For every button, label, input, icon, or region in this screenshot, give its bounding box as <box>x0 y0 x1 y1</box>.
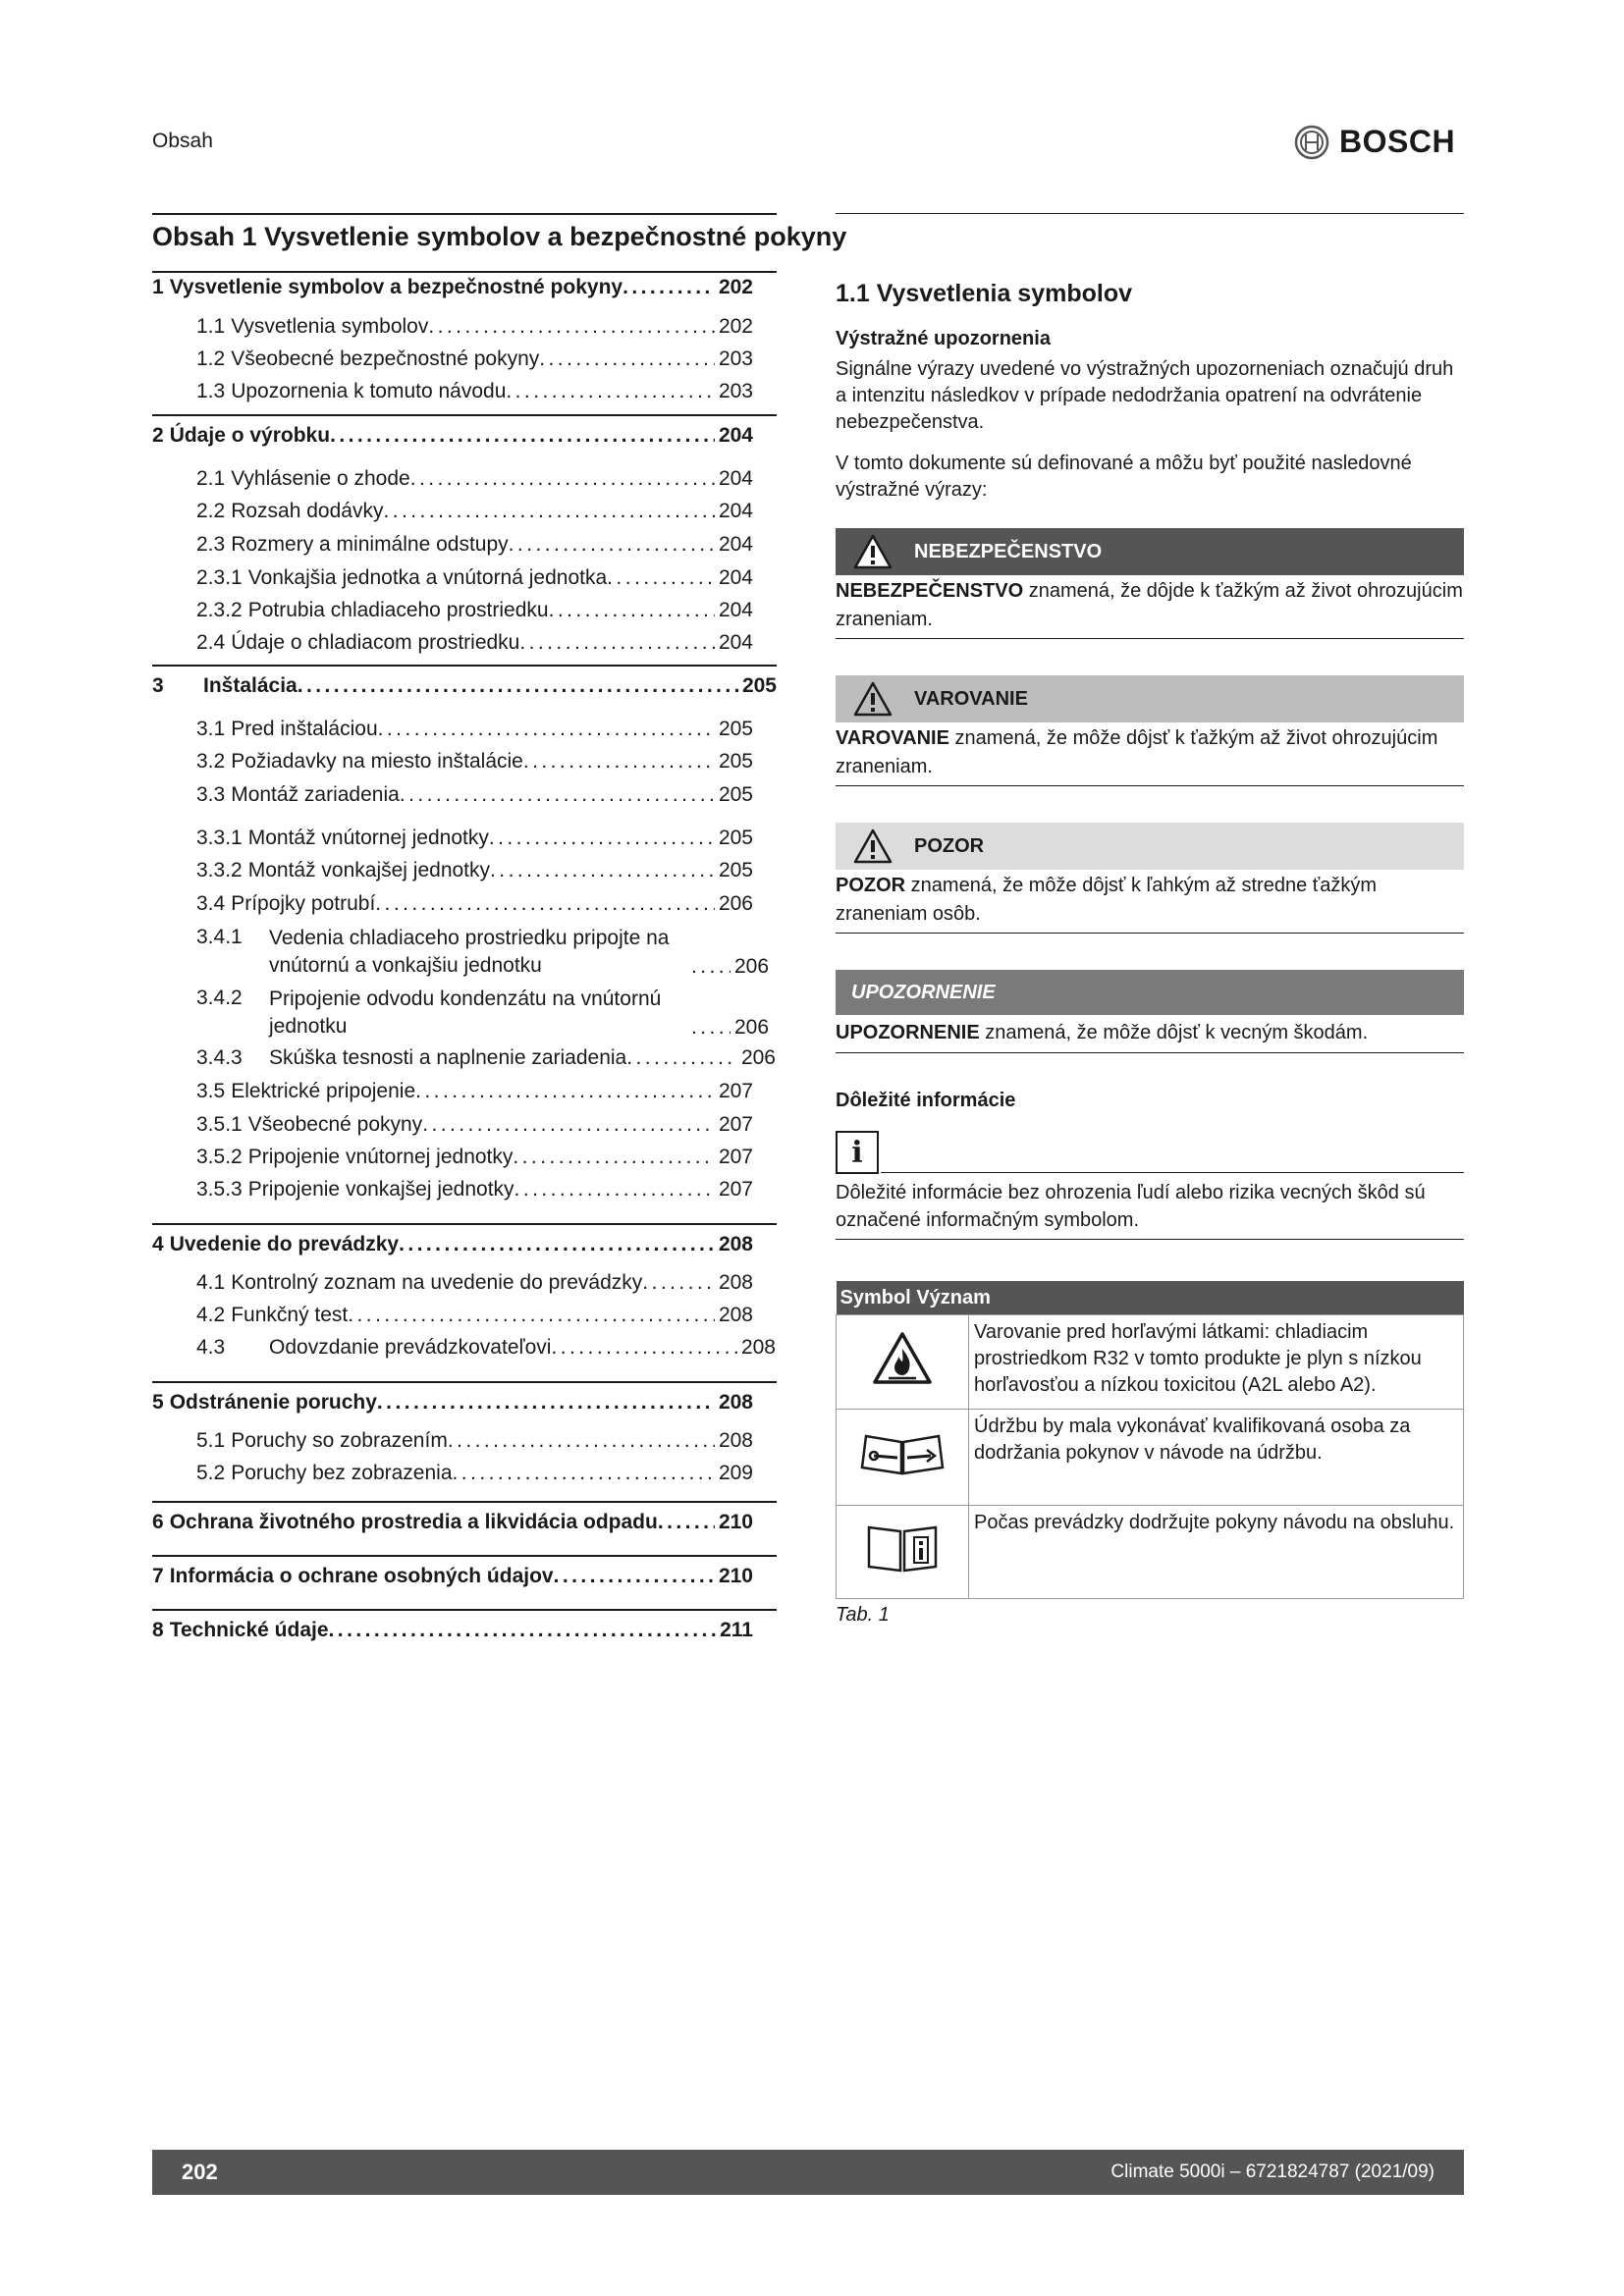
table-row <box>837 1410 1464 1506</box>
warning-label: VAROVANIE <box>914 687 1028 710</box>
toc-entry[interactable] <box>196 891 753 917</box>
toc-entry-title: Odovzdanie prevádzkovateľovi <box>269 1336 552 1359</box>
notice-desc: znamená, že môže dôjsť k vecným škodám. <box>979 1022 1369 1043</box>
toc-entry[interactable] <box>152 1510 753 1535</box>
toc-entry-title: Uvedenie do prevádzky <box>169 1233 400 1255</box>
table-header <box>837 1281 1464 1315</box>
toc-leader-dots <box>514 1177 715 1202</box>
toc-entry-title: Kontrolný zoznam na uvedenie do prevádzky <box>231 1271 643 1294</box>
danger-label: NEBEZPEČENSTVO <box>914 540 1103 562</box>
toc-entry[interactable] <box>152 1618 753 1643</box>
toc-entry-title: Požiadavky na miesto inštalácie <box>231 750 523 773</box>
toc-entry-title: Vysvetlenia symbolov <box>231 315 429 338</box>
toc-entry-page: 205 <box>718 783 753 806</box>
toc-section-rule <box>152 665 777 667</box>
toc-leader-dots <box>554 1564 715 1589</box>
toc-entry-page: 206 <box>734 1016 770 1039</box>
toc-leader-dots <box>383 499 714 524</box>
danger-term: NEBEZPEČENSTVO <box>836 580 1024 602</box>
notice-bar <box>836 970 1464 1015</box>
toc-entry-page: 208 <box>718 1391 753 1414</box>
toc-entry-page: 202 <box>718 276 753 298</box>
toc-entry-title: Vyhlásenie o zhode <box>231 467 410 490</box>
toc-entry[interactable] <box>152 1232 753 1257</box>
toc-entry-number: 3.3.2 <box>196 859 243 881</box>
toc-entry-title: Elektrické pripojenie <box>231 1080 416 1102</box>
toc-leader-dots <box>453 1461 715 1486</box>
toc-title: Obsah 1 Vysvetlenie symbolov a bezpečnostné pokyny <box>152 222 847 251</box>
toc-entry-number: 1.1 <box>196 315 226 338</box>
toc-leader-dots <box>642 1270 715 1296</box>
toc-entry-number: 7 <box>152 1565 164 1587</box>
toc-leader-dots <box>329 1618 717 1643</box>
toc-leader-dots <box>400 782 715 808</box>
toc-entry-number: 2.3.2 <box>196 599 243 621</box>
toc-entry-page: 204 <box>718 599 753 621</box>
toc-leader-dots <box>410 466 715 492</box>
toc-entry-title: Montáž vnútornej jednotky <box>247 827 489 849</box>
toc-entry-page: 205 <box>718 718 753 740</box>
toc-entry-number: 2.4 <box>196 631 226 654</box>
toc-section-rule <box>152 1501 777 1503</box>
caution-term: POZOR <box>836 875 906 896</box>
toc-entry[interactable] <box>196 986 776 1041</box>
toc-leader-dots <box>623 275 715 300</box>
toc-entry-number: 3.1 <box>196 718 226 740</box>
toc-entry-title: Potrubia chladiaceho prostriedku <box>247 599 549 621</box>
toc-section-rule <box>152 1555 777 1557</box>
toc-entry-page: 204 <box>718 500 753 522</box>
toc-entry-title: Rozsah dodávky <box>231 500 384 522</box>
toc-entry-page: 210 <box>718 1565 753 1587</box>
page-footer <box>152 2150 1464 2195</box>
caution-label: POZOR <box>914 834 985 857</box>
toc-entry[interactable] <box>196 598 753 623</box>
toc-entry[interactable] <box>152 1390 753 1415</box>
toc-entry[interactable] <box>152 1564 753 1589</box>
toc-leader-dots <box>506 379 715 404</box>
toc-entry-title: Údaje o chladiacom prostriedku <box>231 631 520 654</box>
toc-section-rule <box>152 1381 777 1383</box>
symbol-cell <box>837 1410 969 1506</box>
toc-section-rule <box>152 414 777 416</box>
toc-entry[interactable] <box>196 466 753 492</box>
toc-entry-page: 208 <box>718 1304 753 1326</box>
toc-entry-title: Inštalácia <box>203 674 298 697</box>
toc-entry-page: 208 <box>718 1429 753 1452</box>
caution-rule <box>836 933 1464 934</box>
section-title: 1.1 Vysvetlenia symbolov <box>836 280 1133 307</box>
toc-entry[interactable] <box>196 858 753 883</box>
toc-entry-number: 3.5.1 <box>196 1113 243 1136</box>
danger-desc: znamená, že dôjde k ťažkým až život ohrozujúcim zraneniam. <box>836 580 1463 630</box>
service-manual-icon <box>858 1428 947 1479</box>
toc-leader-dots <box>691 1015 731 1041</box>
danger-bar <box>836 528 1464 575</box>
info-icon-rule <box>881 1172 1464 1173</box>
toc-entry-page: 208 <box>718 1271 753 1294</box>
warning-triangle-icon <box>849 681 896 717</box>
toc-entry-title: Vedenia chladiaceho prostriedku pripojte na vnútornú a vonkajšiu jednotku <box>269 927 670 977</box>
toc-entry[interactable] <box>196 1045 776 1071</box>
toc-entry-page: 204 <box>718 533 753 556</box>
toc-entry-number: 3.5.3 <box>196 1178 243 1201</box>
toc-entry-number: 2.3 <box>196 533 226 556</box>
toc-leader-dots <box>490 858 715 883</box>
document-reference: Climate 5000i – 6721824787 (2021/09) <box>1110 2162 1435 2182</box>
toc-entry-title: Montáž zariadenia <box>231 783 400 806</box>
toc-entry-title: Poruchy bez zobrazenia <box>231 1462 453 1484</box>
toc-entry-page: 208 <box>740 1336 776 1359</box>
toc-entry[interactable] <box>152 275 753 300</box>
toc-leader-dots <box>415 1079 715 1104</box>
toc-leader-dots <box>509 532 715 558</box>
toc-entry-title: Ochrana životného prostredia a likvidácia odpadu <box>169 1511 658 1533</box>
toc-entry[interactable] <box>196 1303 753 1328</box>
toc-entry-number: 3.2 <box>196 750 226 773</box>
toc-entry[interactable] <box>196 565 753 591</box>
table-row <box>837 1506 1464 1599</box>
symbol-cell <box>837 1506 969 1599</box>
toc-entry-number: 3.5 <box>196 1080 226 1102</box>
col-meaning-header: Význam <box>916 1286 991 1308</box>
meaning-cell: Varovanie pred horľavými látkami: chladiacim prostriedkom R32 v tomto produkte je plyn s nízkou horľavosťou a nízkou toxicitou (A2L alebo A2). <box>969 1315 1464 1410</box>
toc-leader-dots <box>375 891 715 917</box>
notice-rule <box>836 1052 1464 1053</box>
table-caption: Tab. 1 <box>836 1604 890 1626</box>
toc-entry-number: 3.4.3 <box>196 1046 243 1069</box>
toc-leader-dots <box>448 1428 715 1454</box>
meaning-cell: Údržbu by mala vykonávať kvalifikovaná osoba za dodržania pokynov v návode na údržbu. <box>969 1410 1464 1506</box>
header-section-label: Obsah <box>152 130 213 152</box>
toc-entry[interactable] <box>196 1428 753 1454</box>
table-header-row <box>837 1281 1464 1315</box>
toc-leader-dots <box>377 1390 715 1415</box>
toc-entry-title: Pripojenie vnútornej jednotky <box>247 1146 514 1168</box>
toc-entry-title: Funkčný test <box>231 1304 349 1326</box>
warnings-intro: Signálne výrazy uvedené vo výstražných upozorneniach označujú druh a intenzitu následkov v prípade nedodržania opatrení na odvrátenie nebezpečenstva. <box>836 358 1454 433</box>
toc-entry-title: Informácia o ochrane osobných údajov <box>169 1565 554 1587</box>
table-row <box>837 1315 1464 1410</box>
warnings-heading: Výstražné upozornenia <box>836 328 1051 349</box>
toc-entry[interactable] <box>196 1335 776 1361</box>
toc-entry-page: 203 <box>718 380 753 402</box>
toc-entry[interactable] <box>196 749 753 774</box>
toc-entry[interactable] <box>196 347 753 372</box>
toc-entry[interactable] <box>196 532 753 558</box>
caution-bar <box>836 823 1464 870</box>
toc-entry-number: 1.2 <box>196 347 226 370</box>
toc-leader-dots <box>519 630 715 656</box>
toc-entry-title: Skúška tesnosti a naplnenie zariadenia <box>269 1046 627 1069</box>
toc-entry-page: 205 <box>718 750 753 773</box>
toc-leader-dots <box>330 423 715 449</box>
warning-rule <box>836 785 1464 786</box>
toc-entry-page: 207 <box>718 1178 753 1201</box>
toc-leader-dots <box>378 717 715 742</box>
toc-entry-title: Odstránenie poruchy <box>169 1391 377 1414</box>
toc-entry-title: Technické údaje <box>169 1619 329 1641</box>
toc-entry-page: 205 <box>741 674 777 697</box>
toc-entry-number: 1.3 <box>196 380 226 402</box>
toc-entry-page: 204 <box>718 467 753 490</box>
toc-entry-title: Všeobecné bezpečnostné pokyny <box>231 347 540 370</box>
toc-entry-title: Vysvetlenie symbolov a bezpečnostné pokyny <box>169 276 623 298</box>
symbol-table <box>836 1281 1464 1599</box>
toc-entry[interactable] <box>196 782 753 808</box>
toc-entry-number: 2 <box>152 424 164 447</box>
warning-text <box>836 724 1464 781</box>
symbol-cell <box>837 1315 969 1410</box>
toc-entry-number: 3.4 <box>196 892 226 915</box>
toc-entry-number: 5.1 <box>196 1429 226 1452</box>
toc-entry[interactable] <box>196 1145 753 1170</box>
info-rule <box>836 1239 1464 1240</box>
meaning-cell: Počas prevádzky dodržujte pokyny návodu na obsluhu. <box>969 1506 1464 1599</box>
toc-entry-page: 205 <box>718 827 753 849</box>
toc-leader-dots <box>422 1112 715 1138</box>
toc-leader-dots <box>658 1510 715 1535</box>
toc-entry-page: 209 <box>718 1462 753 1484</box>
toc-entry-number: 5 <box>152 1391 164 1414</box>
toc-entry-number: 3.3 <box>196 783 226 806</box>
caution-text <box>836 872 1464 929</box>
toc-entry-page: 208 <box>718 1233 753 1255</box>
caution-desc: znamená, že môže dôjsť k ľahkým až stredne ťažkým zraneniam osôb. <box>836 875 1378 925</box>
toc-leader-dots <box>626 1045 737 1071</box>
toc-entry-number: 3.3.1 <box>196 827 243 849</box>
toc-entry-title: Rozmery a minimálne odstupy <box>231 533 509 556</box>
danger-text <box>836 577 1464 634</box>
toc-entry-page: 202 <box>718 315 753 338</box>
toc-entry-number: 3.4.1 <box>196 926 243 948</box>
toc-title-rule <box>152 271 777 273</box>
toc-entry[interactable] <box>152 673 777 699</box>
toc-leader-dots <box>551 1335 736 1361</box>
page-number: 202 <box>182 2160 218 2184</box>
toc-leader-dots <box>513 1145 715 1170</box>
toc-entry[interactable] <box>196 1112 753 1138</box>
toc-entry[interactable] <box>196 314 753 340</box>
toc-entry-title: Prípojky potrubí <box>231 892 376 915</box>
toc-leader-dots <box>298 673 738 699</box>
toc-entry-page: 205 <box>718 859 753 881</box>
toc-leader-dots <box>489 826 715 851</box>
toc-leader-dots <box>549 598 715 623</box>
warnings-intro-2: V tomto dokumente sú definované a môžu byť použité nasledovné výstražné výrazy: <box>836 453 1412 501</box>
toc-entry-page: 204 <box>718 424 753 447</box>
toc-entry-page: 211 <box>720 1619 753 1641</box>
toc-leader-dots <box>523 749 715 774</box>
info-heading: Dôležité informácie <box>836 1090 1016 1111</box>
toc-entry-number: 2.1 <box>196 467 226 490</box>
toc-section-rule <box>152 1223 777 1225</box>
brand-logo <box>1294 124 1455 160</box>
toc-entry-number: 2.3.1 <box>196 566 243 589</box>
warning-triangle-icon <box>849 828 896 864</box>
toc-entry-number: 4.1 <box>196 1271 226 1294</box>
toc-entry[interactable] <box>196 925 776 980</box>
toc-entry-number: 4.2 <box>196 1304 226 1326</box>
toc-leader-dots <box>399 1232 715 1257</box>
toc-entry-number: 5.2 <box>196 1462 226 1484</box>
toc-leader-dots <box>539 347 715 372</box>
toc-entry-title: Pred inštaláciou <box>231 718 378 740</box>
toc-entry-title: Vonkajšia jednotka a vnútorná jednotka <box>247 566 608 589</box>
toc-entry-page: 206 <box>718 892 753 915</box>
toc-entry-number: 3 <box>152 674 164 697</box>
toc-entry-page: 210 <box>718 1511 753 1533</box>
toc-entry[interactable] <box>196 1270 753 1296</box>
toc-entry[interactable] <box>196 826 753 851</box>
danger-rule <box>836 638 1464 639</box>
toc-entry-title: Pripojenie vonkajšej jednotky <box>247 1178 514 1201</box>
toc-entry-title: Všeobecné pokyny <box>247 1113 423 1136</box>
toc-entry[interactable] <box>196 630 753 656</box>
toc-entry-number: 4 <box>152 1233 164 1255</box>
col-symbol-header: Symbol <box>839 1286 911 1308</box>
toc-entry[interactable] <box>196 1079 753 1104</box>
operating-manual-icon <box>863 1522 942 1575</box>
bosch-armature-icon <box>1294 125 1329 160</box>
notice-term: UPOZORNENIE <box>836 1022 980 1043</box>
toc-entry-number: 4.3 <box>196 1336 226 1359</box>
toc-entry[interactable] <box>196 1177 753 1202</box>
toc-entry-number: 2.2 <box>196 500 226 522</box>
toc-entry-page: 206 <box>740 1046 776 1069</box>
toc-entry[interactable] <box>196 717 753 742</box>
toc-entry-number: 8 <box>152 1619 164 1641</box>
info-icon: i <box>836 1131 879 1174</box>
toc-entry-title: Upozornenia k tomuto návodu <box>231 380 507 402</box>
toc-entry-page: 207 <box>718 1113 753 1136</box>
toc-entry-page: 206 <box>734 955 770 978</box>
toc-entry-title: Údaje o výrobku <box>169 424 331 447</box>
toc-leader-dots <box>348 1303 715 1328</box>
info-text: Dôležité informácie bez ohrozenia ľudí alebo rizika vecných škôd sú označené informačným symbolom. <box>836 1182 1426 1231</box>
toc-entry-page: 207 <box>718 1080 753 1102</box>
toc-leader-dots <box>607 565 715 591</box>
warning-triangle-icon <box>849 534 896 569</box>
warning-desc: znamená, že môže dôjsť k ťažkým až život ohrozujúcim zraneniam. <box>836 727 1438 777</box>
toc-top-rule <box>152 213 777 215</box>
toc-entry[interactable] <box>152 423 753 449</box>
toc-leader-dots <box>428 314 715 340</box>
toc-entry-number: 3.4.2 <box>196 987 243 1009</box>
toc-entry-page: 207 <box>718 1146 753 1168</box>
toc-entry-title: Montáž vonkajšej jednotky <box>247 859 491 881</box>
toc-entry-title: Poruchy so zobrazením <box>231 1429 448 1452</box>
toc-leader-dots <box>691 954 731 980</box>
toc-entry-page: 204 <box>718 631 753 654</box>
brand-name: BOSCH <box>1339 124 1456 159</box>
toc-section-rule <box>152 1609 777 1611</box>
toc-entry-page: 203 <box>718 347 753 370</box>
right-top-rule <box>836 213 1464 214</box>
notice-text <box>836 1019 1464 1047</box>
toc-entry[interactable] <box>196 1461 753 1486</box>
toc-entry[interactable] <box>196 379 753 404</box>
warning-term: VAROVANIE <box>836 727 949 749</box>
toc-entry-number: 1 <box>152 276 164 298</box>
toc-entry-number: 6 <box>152 1511 164 1533</box>
toc-entry-page: 204 <box>718 566 753 589</box>
flammable-warning-icon <box>872 1331 933 1386</box>
notice-label: UPOZORNENIE <box>851 981 996 1003</box>
warning-bar <box>836 675 1464 722</box>
toc-entry-number: 3.5.2 <box>196 1146 243 1168</box>
toc-entry-title: Pripojenie odvodu kondenzátu na vnútornú jednotku <box>269 988 662 1038</box>
toc-entry[interactable] <box>196 499 753 524</box>
